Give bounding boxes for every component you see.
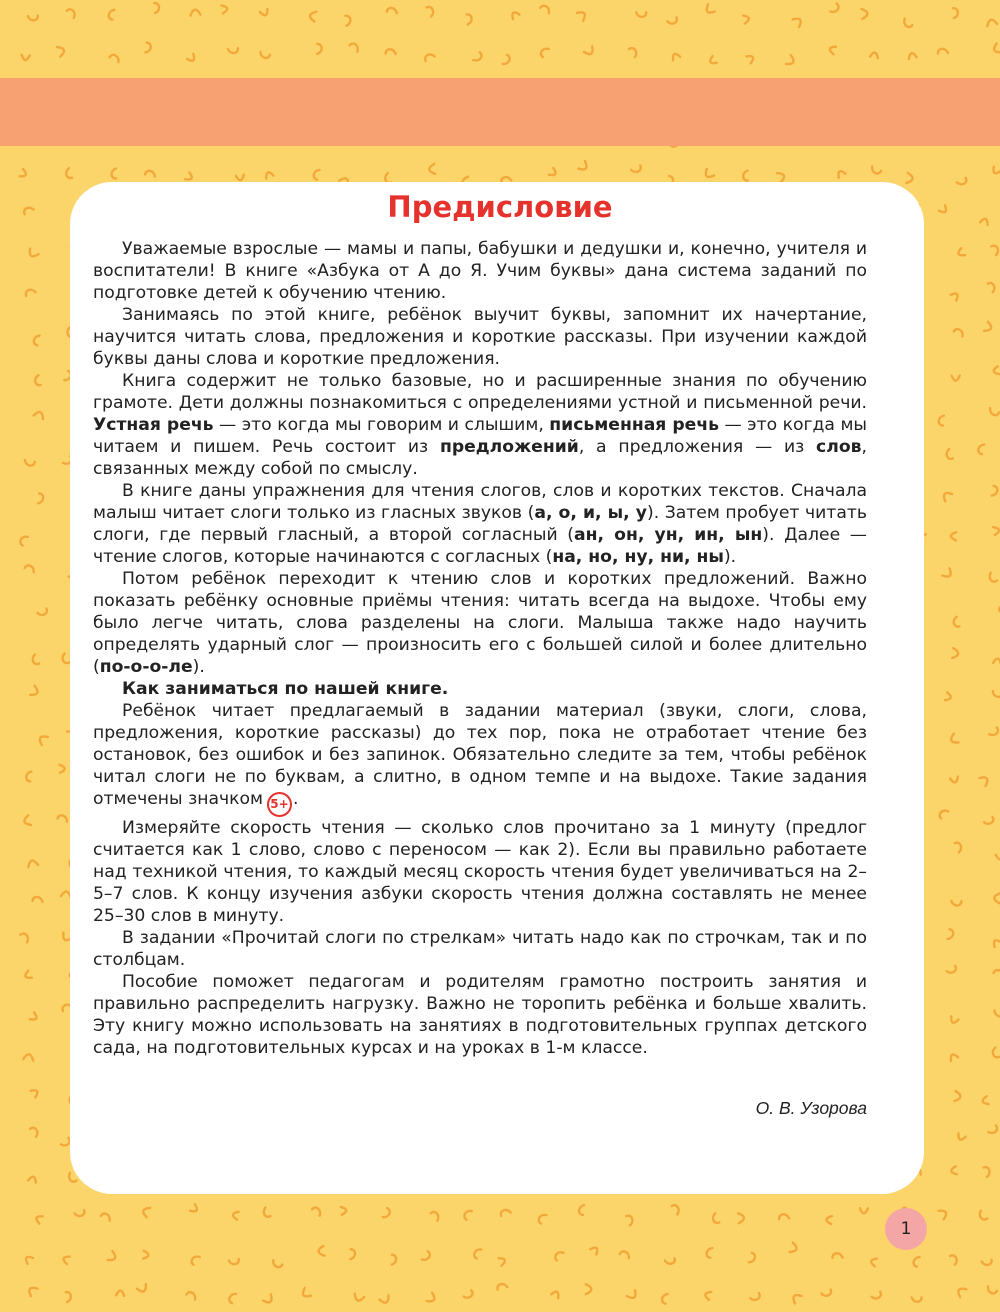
squiggle-mark (33, 896, 43, 902)
squiggle-mark (953, 8, 958, 18)
squiggle-mark (988, 408, 999, 417)
squiggle-mark (779, 1214, 789, 1219)
squiggle-mark (309, 11, 316, 22)
squiggle-mark (24, 1255, 33, 1264)
squiggle-mark (913, 1256, 920, 1267)
squiggle-mark (350, 42, 361, 52)
squiggle-mark (341, 1206, 347, 1215)
squiggle-mark (704, 1291, 711, 1300)
squiggle-mark (831, 4, 841, 15)
squiggle-mark (793, 16, 804, 27)
paragraph: В книге даны упражнения для чтения слогов, слов и коротких текстов. Сначала малыш читает слоги только из гласных звуков (а, о, и, ы, у). Затем пробует читать слоги, где первый гласный, а второй согласный (ан, он, ун, ин, ын). Далее — чтение слогов, которые начинаются с согласных (на, но, ну, ни, ны). (93, 481, 867, 567)
squiggle-mark (870, 52, 879, 58)
squiggle-mark (993, 366, 1000, 375)
squiggle-mark (549, 168, 558, 177)
squiggle-mark (190, 1254, 200, 1265)
squiggle-mark (383, 1208, 392, 1219)
squiggle-mark (154, 3, 160, 13)
squiggle-mark (424, 53, 435, 61)
squiggle-mark (938, 48, 948, 53)
squiggle-mark (982, 1096, 989, 1105)
squiggle-mark (747, 54, 755, 63)
squiggle-mark (75, 1210, 86, 1218)
squiggle-mark (187, 54, 196, 63)
squiggle-mark (993, 526, 999, 535)
squiggle-mark (350, 1249, 355, 1259)
squiggle-mark (627, 1290, 638, 1300)
squiggle-mark (65, 168, 72, 179)
squiggle-mark (743, 171, 748, 181)
squiggle-mark (312, 1206, 323, 1216)
squiggle-mark (313, 169, 320, 180)
squiggle-mark (61, 654, 70, 665)
squiggle-mark (59, 765, 64, 773)
squiggle-mark (951, 291, 960, 300)
squiggle-mark (20, 932, 30, 942)
squiggle-mark (21, 55, 29, 61)
squiggle-mark (578, 161, 589, 172)
squiggle-mark (631, 166, 642, 174)
squiggle-mark (977, 443, 984, 454)
squiggle-mark (991, 244, 1000, 255)
squiggle-mark (30, 1126, 40, 1137)
squiggle-mark (577, 10, 587, 21)
squiggle-mark (30, 1012, 38, 1021)
squiggle-mark (537, 1213, 546, 1224)
squiggle-mark (636, 12, 646, 17)
squiggle-mark (979, 775, 989, 786)
squiggle-mark (431, 1210, 441, 1220)
squiggle-mark (145, 170, 156, 177)
squiggle-mark (992, 691, 1000, 698)
squiggle-mark (110, 53, 121, 62)
squiggle-mark (31, 654, 39, 665)
squiggle-mark (27, 859, 38, 867)
squiggle-mark (951, 1166, 957, 1175)
squiggle-mark (626, 1215, 634, 1226)
squiggle-mark (703, 169, 714, 180)
squiggle-mark (777, 171, 786, 182)
section-heading: Как заниматься по нашей книге. (122, 679, 449, 699)
squiggle-mark (836, 169, 845, 177)
squiggle-mark (948, 929, 954, 940)
squiggle-mark (629, 46, 639, 57)
squiggle-mark (111, 169, 116, 179)
squiggle-mark (982, 1260, 993, 1266)
squiggle-mark (27, 1285, 38, 1296)
squiggle-mark (386, 49, 396, 54)
squiggle-mark (271, 1260, 282, 1269)
squiggle-mark (821, 1290, 832, 1298)
squiggle-mark (190, 1204, 199, 1213)
squiggle-mark (952, 648, 959, 659)
squiggle-mark (539, 46, 549, 57)
squiggle-mark (665, 1258, 676, 1265)
squiggle-mark (229, 1259, 240, 1265)
squiggle-mark (34, 375, 41, 386)
squiggle-mark (826, 1216, 832, 1224)
squiggle-mark (190, 9, 200, 15)
squiggle-mark (228, 1292, 236, 1303)
squiggle-mark (30, 686, 39, 697)
squiggle-mark (750, 1293, 761, 1302)
paragraph: Измеряйте скорость чтения — сколько слов прочитано за 1 минуту (предлог считается как 1 слово, слово с переносом — как 2). Если вы правильно работаете над техникой чтения, то каждый месяц скорость чтения будет увеличиваться на 2–5–7 слов. К концу изучения азбуки скорость чтения должна составлять не менее 25–30 слов в минуту. (93, 818, 867, 926)
squiggle-mark (938, 415, 944, 425)
squiggle-mark (25, 288, 36, 296)
squiggle-mark (988, 1125, 998, 1135)
page-title: Предисловие (387, 190, 613, 224)
squiggle-mark (25, 564, 36, 572)
squiggle-mark (33, 335, 40, 346)
squiggle-mark (667, 17, 678, 25)
squiggle-mark (952, 617, 959, 628)
squiggle-mark (228, 48, 238, 53)
squiggle-mark (791, 1292, 802, 1303)
author-signature: О. В. Узорова (755, 1098, 867, 1118)
squiggle-mark (317, 44, 322, 54)
squiggle-mark (671, 52, 680, 60)
paragraph: В задании «Прочитай слоги по стрелкам» читать надо как по строчкам, так и по столбцам. (93, 928, 867, 970)
squiggle-mark (422, 1251, 431, 1262)
squiggle-mark (870, 1257, 877, 1266)
squiggle-mark (387, 7, 398, 13)
squiggle-mark (590, 1246, 599, 1255)
squiggle-mark (991, 167, 1000, 175)
squiggle-mark (829, 45, 836, 54)
squiggle-mark (708, 56, 716, 65)
squiggle-mark (263, 1294, 274, 1305)
squiggle-mark (951, 532, 956, 540)
squiggle-mark (146, 43, 152, 53)
squiggle-mark (949, 1053, 958, 1061)
squiggle-mark (672, 1204, 681, 1215)
squiggle-mark (945, 449, 953, 460)
squiggle-mark (955, 1091, 961, 1101)
squiggle-mark (28, 1176, 37, 1183)
paragraph: Пособие поможет педагогам и родителям грамотно построить занятия и правильно распределить нагрузку. Важно не торопить ребёнка и больше хвалить. Эту книгу можно использовать на занятиях в подготовительных группах детского сада, на подготовительных курсах и на уроках в 1-м классе. (93, 972, 867, 1058)
squiggle-mark (987, 573, 997, 584)
squiggle-mark (984, 817, 995, 826)
squiggle-mark (185, 172, 193, 181)
squiggle-mark (861, 8, 867, 18)
squiggle-mark (510, 10, 519, 19)
squiggle-mark (743, 15, 750, 24)
squiggle-mark (137, 1284, 148, 1294)
squiggle-mark (992, 486, 998, 497)
squiggle-mark (392, 1255, 397, 1265)
squiggle-mark (790, 1243, 798, 1254)
squiggle-mark (949, 734, 959, 745)
squiggle-mark (379, 1295, 390, 1304)
squiggle-mark (467, 14, 473, 24)
squiggle-mark (67, 8, 77, 18)
preface-text (93, 238, 867, 1059)
squiggle-mark (738, 1213, 744, 1223)
squiggle-mark (186, 1291, 197, 1300)
squiggle-mark (260, 9, 269, 17)
squiggle-mark (907, 173, 914, 184)
squiggle-mark (870, 166, 881, 175)
squiggle-mark (19, 535, 28, 546)
squiggle-mark (62, 1255, 70, 1264)
squiggle-mark (23, 1054, 34, 1061)
squiggle-mark (704, 4, 715, 15)
squiggle-mark (496, 1283, 507, 1290)
squiggle-mark (554, 1250, 564, 1260)
squiggle-mark (661, 1293, 668, 1304)
squiggle-mark (35, 1214, 43, 1223)
squiggle-mark (956, 1286, 966, 1297)
squiggle-mark (473, 52, 483, 63)
paragraph: Ребёнок читает предлагаемый в задании материал (звуки, слоги, слова, предложения, короткие рассказы) до тех пор, пока не отработает чтение без остановок, без ошибок и без запинок. Обязательно следите за тем, чтобы ребёнок читал слоги не по буквам, а слитно, в одном темпе и на выдохе. Такие задания отмечены значком 5+ . (93, 700, 867, 817)
squiggle-mark (429, 164, 435, 174)
squiggle-mark (993, 658, 1000, 664)
paragraph: Занимаясь по этой книге, ребёнок выучит буквы, запомнит их начертание, научится читать слова, предложения и короткие рассказы. При изучении каждой буквы даны слова и короткие предложения. (93, 305, 867, 369)
squiggle-mark (236, 175, 245, 181)
squiggle-mark (28, 16, 38, 21)
squiggle-mark (749, 1253, 756, 1264)
squiggle-mark (427, 1293, 437, 1304)
squiggle-mark (58, 814, 69, 822)
squiggle-mark (977, 1211, 987, 1222)
paragraph: Уважаемые взрослые — мамы и папы, бабушки и дедушки и, конечно, учителя и воспитатели! В книге «Азбука от А до Я. Учим буквы» дана система заданий по подготовке детей к обучению чтению. (93, 239, 867, 303)
squiggle-mark (984, 322, 993, 333)
squiggle-mark (586, 1284, 592, 1294)
squiggle-mark (941, 490, 952, 501)
squiggle-mark (872, 1292, 883, 1301)
squiggle-mark (956, 1133, 965, 1141)
paragraph: Потом ребёнок переходит к чтению слов и коротких предложений. Важно показать ребёнку основные приёмы чтения: читать всегда на выдохе. Чтобы ему было легче читать, слова разделены на слоги. Малыша также надо научить определять ударный слог — произносить его с большей силой и более длительно (по-о-о-ле). (93, 569, 867, 677)
age-badge-icon: 5+ (267, 792, 292, 817)
squiggle-mark (353, 1294, 364, 1302)
squiggle-mark (503, 55, 511, 66)
squiggle-mark (947, 966, 958, 975)
squiggle-mark (711, 1213, 719, 1224)
squiggle-mark (300, 1288, 310, 1299)
squiggle-mark (24, 460, 35, 466)
squiggle-mark (908, 52, 917, 58)
squiggle-mark (952, 376, 960, 381)
squiggle-mark (101, 1212, 112, 1221)
squiggle-mark (264, 171, 273, 179)
squiggle-mark (902, 19, 913, 29)
squiggle-mark (57, 45, 65, 56)
squiggle-mark (24, 971, 32, 980)
squiggle-mark (832, 1253, 842, 1258)
squiggle-mark (938, 808, 948, 818)
squiggle-mark (954, 328, 965, 337)
squiggle-mark (259, 52, 270, 59)
squiggle-mark (31, 1088, 40, 1097)
squiggle-mark (262, 1207, 271, 1218)
squiggle-mark (38, 493, 44, 503)
squiggle-mark (989, 727, 999, 737)
squiggle-mark (860, 1208, 868, 1213)
squiggle-mark (499, 1256, 507, 1265)
squiggle-mark (67, 1173, 77, 1183)
squiggle-mark (950, 1254, 959, 1265)
squiggle-mark (950, 777, 959, 784)
squiggle-mark (957, 248, 965, 257)
squiggle-mark (584, 46, 595, 56)
squiggle-mark (108, 1251, 118, 1262)
squiggle-mark (37, 608, 48, 616)
squiggle-mark (116, 1290, 124, 1296)
squiggle-mark (23, 815, 31, 826)
squiggle-mark (706, 1247, 712, 1258)
squiggle-mark (986, 1286, 997, 1295)
squiggle-mark (66, 1292, 72, 1303)
squiggle-mark (540, 4, 551, 13)
squiggle-mark (318, 1246, 325, 1257)
squiggle-mark (232, 1211, 239, 1220)
paragraph: Книга содержит не только базовые, но и расширенные знания по обучению грамоте. Дети должны познакомиться с определениями устной и письменной речи. Устная речь — это когда мы говорим и слышим, письменная речь — это когда мы читаем и пишем. Речь состоит из предложений, а предложения — из слов, связанных между собой по смыслу. (93, 371, 867, 479)
squiggle-mark (108, 9, 114, 20)
squiggle-mark (943, 568, 954, 579)
squiggle-mark (27, 249, 38, 259)
squiggle-mark (786, 55, 796, 66)
squiggle-mark (34, 410, 45, 419)
squiggle-mark (993, 1011, 1000, 1018)
squiggle-mark (994, 893, 1000, 903)
squiggle-mark (994, 969, 1000, 977)
squiggle-mark (473, 1247, 482, 1258)
squiggle-mark (951, 901, 961, 906)
squiggle-mark (912, 1297, 922, 1302)
squiggle-mark (984, 1166, 992, 1177)
squiggle-mark (222, 5, 228, 14)
squiggle-mark (142, 1206, 151, 1217)
squiggle-mark (996, 855, 1000, 860)
squiggle-mark (37, 734, 47, 745)
squiggle-mark (992, 43, 1000, 54)
squiggle-mark (955, 841, 963, 852)
squiggle-mark (20, 169, 28, 178)
squiggle-mark (500, 1208, 511, 1216)
squiggle-mark (345, 15, 351, 25)
squiggle-mark (26, 771, 32, 781)
squiggle-mark (992, 938, 1000, 947)
squiggle-mark (463, 1209, 472, 1220)
squiggle-mark (945, 692, 952, 701)
squiggle-mark (949, 1016, 958, 1024)
squiggle-mark (551, 1290, 560, 1298)
squiggle-mark (986, 19, 997, 26)
squiggle-mark (991, 1048, 999, 1059)
squiggle-mark (143, 1251, 148, 1259)
squiggle-mark (939, 1208, 949, 1219)
top-color-band (0, 78, 1000, 146)
squiggle-mark (620, 1250, 631, 1258)
squiggle-mark (464, 1290, 475, 1300)
squiggle-mark (957, 178, 968, 187)
page-number: 1 (885, 1208, 927, 1250)
squiggle-mark (988, 281, 997, 292)
squiggle-mark (427, 6, 436, 17)
squiggle-mark (579, 1205, 585, 1215)
